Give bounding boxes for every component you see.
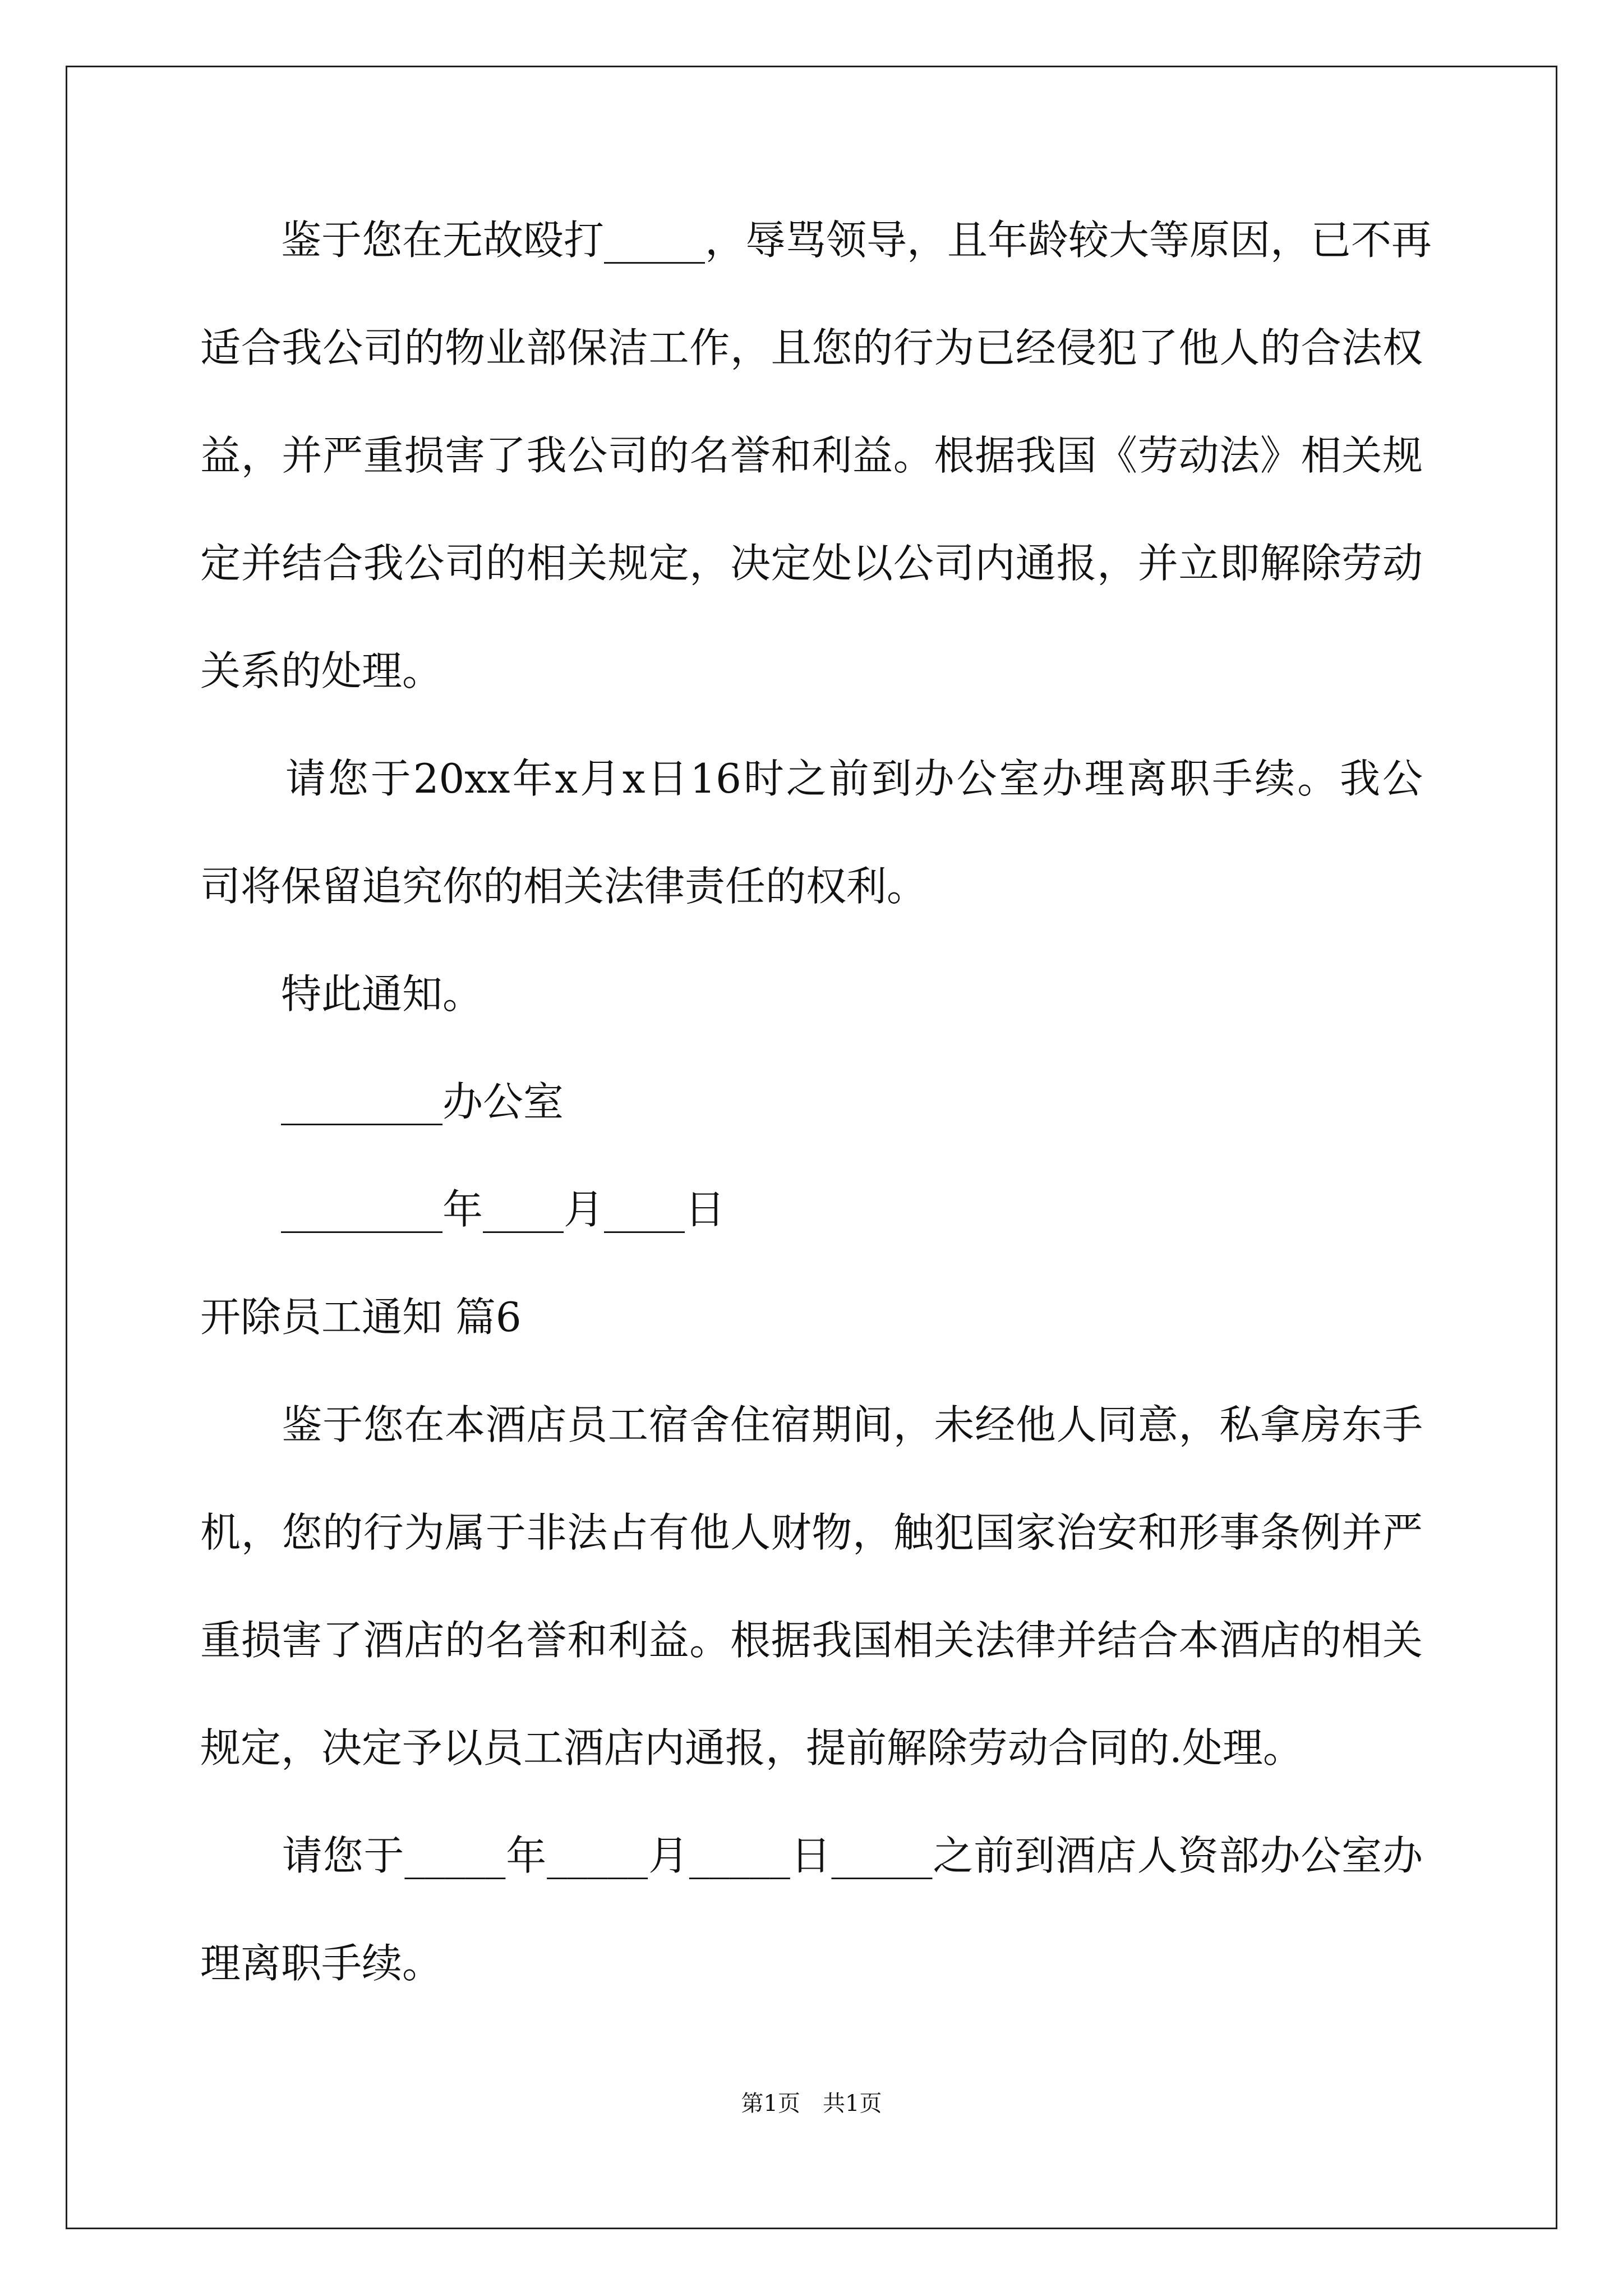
paragraph-line: 请您于20xx年x月x日16时之前到办公室办理离职手续。我公: [200, 755, 1423, 802]
paragraph-line: 规定，决定予以员工酒店内通报，提前解除劳动合同的.处理。: [200, 1724, 1303, 1772]
signature-date: ________年____月____日: [200, 1186, 726, 1233]
paragraph-line: 司将保留追究你的相关法律责任的权利。: [200, 863, 928, 910]
paragraph-line: 重损害了酒店的名誉和利益。根据我国相关法律并结合本酒店的相关: [200, 1617, 1423, 1664]
signature-office: ________办公室: [200, 1078, 564, 1125]
paragraph-line: 机，您的行为属于非法占有他人财物，触犯国家治安和形事条例并严: [200, 1509, 1423, 1556]
paragraph-line: 益，并严重损害了我公司的名誉和利益。根据我国《劳动法》相关规: [200, 432, 1423, 479]
section-heading: 开除员工通知 篇6: [200, 1294, 522, 1341]
paragraph-line: 关系的处理。: [200, 647, 443, 694]
paragraph-line: 适合我公司的物业部保洁工作，且您的行为已经侵犯了他人的合法权: [200, 324, 1423, 371]
paragraph-line: 理离职手续。: [200, 1940, 443, 1987]
paragraph-line: 定并结合我公司的相关规定，决定处以公司内通报，并立即解除劳动: [200, 540, 1423, 587]
page-number: 第1页 共1页: [741, 2091, 882, 2116]
closing-line: 特此通知。: [200, 970, 483, 1018]
paragraph-line: 请您于_____年_____月_____日_____之前到酒店人资部办公室办: [200, 1832, 1423, 1879]
paragraph-line: 鉴于您在无故殴打_____，辱骂领导，且年龄较大等原因，已不再: [200, 217, 1432, 264]
page-border: [66, 66, 1557, 2229]
paragraph-line: 鉴于您在本酒店员工宿舍住宿期间，未经他人同意，私拿房东手: [200, 1401, 1423, 1448]
